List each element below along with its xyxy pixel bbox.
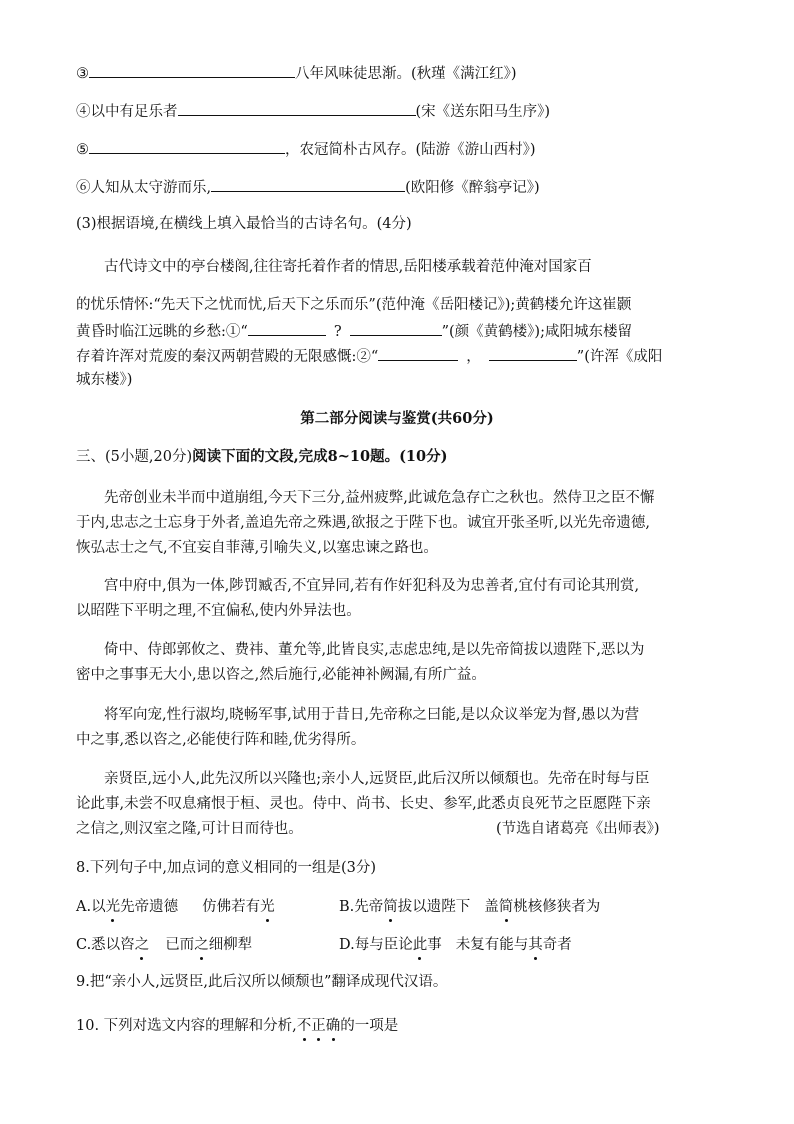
context-line-2: 的忧乐情怀:“先天下之忧而忧,后天下之乐而乐”(范仲淹《岳阳楼记》);黄鹤楼允许这崔颢 bbox=[76, 297, 632, 313]
line-text: (欧阳修《醉翁亭记》) bbox=[405, 180, 540, 196]
passage-line: 中之事,悉以咨之,必能使行阵和睦,优劣得所。 bbox=[76, 732, 366, 748]
option-text: 先帝遗德 bbox=[120, 899, 179, 915]
dotted-char: 光 bbox=[260, 899, 275, 915]
q8-stem: 8.下列句子中,加点词的意义相同的一组是(3分) bbox=[76, 860, 376, 876]
answer-blank[interactable] bbox=[378, 345, 458, 361]
option-text: D.每与臣论 bbox=[339, 937, 413, 953]
answer-blank[interactable] bbox=[350, 320, 442, 336]
stem-text: 10. 下列对选文内容的理解和分析, bbox=[76, 1018, 297, 1034]
passage-line: 将军向宠,性行淑均,晓畅军事,试用于昔日,先帝称之曰能,是以众议举宠为督,愚以为营 bbox=[104, 707, 640, 723]
q10-stem bbox=[76, 1016, 398, 1036]
option-text: 事 bbox=[427, 937, 442, 953]
fill-line-3 bbox=[76, 62, 517, 84]
fill-line-5 bbox=[76, 138, 536, 160]
answer-blank[interactable] bbox=[89, 138, 285, 154]
passage-line: 亲贤臣,远小人,此先汉所以兴隆也;亲小人,远贤臣,此后汉所以倾頹也。先帝在时每与臣 bbox=[104, 771, 650, 787]
blank-marker: ①“ bbox=[225, 324, 248, 340]
dotted-char: 之 bbox=[134, 937, 150, 953]
option-text: B.先帝 bbox=[339, 899, 384, 915]
line-text: ⑥人知从太守游而乐, bbox=[76, 180, 212, 196]
dotted-char: 简 bbox=[383, 899, 398, 915]
answer-blank[interactable] bbox=[489, 345, 577, 361]
dotted-char: 正 bbox=[311, 1018, 326, 1034]
passage-line: 之信之,则汉室之隆,可计日而待也。 bbox=[76, 821, 303, 837]
dotted-char: 此 bbox=[412, 937, 428, 953]
context-line-1: 古代诗文中的亭台楼阁,往往寄托着作者的情思,岳阳楼承载着范仲淹对国家百 bbox=[104, 259, 592, 275]
line-text: ”(颜《黄鹤楼》);咸阳城东楼留 bbox=[441, 324, 632, 340]
header-instruction: 阅读下面的文段,完成8~10题。(10分) bbox=[192, 448, 448, 465]
passage-line: 论此事,未尝不叹息痛恨于桓、灵也。侍中、尚书、长史、参军,此悉贞良死节之臣愿陛下亲 bbox=[76, 796, 651, 812]
passage-source: (节选自诸葛亮《出师表》) bbox=[496, 821, 660, 837]
option-text: 奇者 bbox=[542, 937, 572, 953]
q9-stem: 9.把“亲小人,远贤臣,此后汉所以倾颓也”翻译成现代汉语。 bbox=[76, 974, 448, 990]
item-number: ③ bbox=[76, 66, 89, 82]
passage-line: 以昭陛下平明之理,不宜偏私,使内外异法也。 bbox=[76, 603, 361, 619]
part2-title: 第二部分阅读与鉴赏(共60分) bbox=[300, 410, 494, 427]
option-text: 桃核修狭者为 bbox=[513, 899, 601, 915]
passage-line: 倚中、侍郎郭攸之、费祎、董允等,此皆良实,志虑忠纯,是以先帝简拔以遗陛下,恶以为 bbox=[104, 642, 645, 658]
line-text: ，农冠简朴古风存。(陆游《游山西村》) bbox=[285, 142, 536, 158]
passage-line: 于内,忠志之士忘身于外者,盖追先帝之殊遇,欲报之于陛下也。诚宜开张圣听,以光先帝遗德, bbox=[76, 515, 651, 531]
option-text: 已而 bbox=[165, 937, 195, 953]
dotted-char: 确 bbox=[325, 1018, 341, 1034]
fill-line-4 bbox=[76, 100, 550, 122]
context-line-4 bbox=[76, 345, 662, 367]
line-text: 八年风味徒思渐。(秋瑾《满江红》) bbox=[295, 66, 517, 82]
passage-line: 先帝创业未半而中道崩组,今天下三分,益州疲弊,此诚危急存亡之秋也。然侍卫之臣不懈 bbox=[104, 490, 655, 506]
dotted-char: 简 bbox=[498, 899, 514, 915]
fill-line-6 bbox=[76, 176, 540, 198]
answer-blank[interactable] bbox=[89, 62, 295, 78]
answer-blank[interactable] bbox=[248, 320, 326, 336]
question-header bbox=[76, 447, 447, 467]
passage-line: 恢弘志士之气,不宜妄自菲薄,引喻失义,以塞忠谏之路也。 bbox=[76, 540, 438, 556]
question-mark: ? bbox=[333, 324, 342, 340]
line-text: 存着许浑对荒废的秦汉两朝营殿的无限感慨:②“ bbox=[76, 349, 379, 365]
option-text: 未复有能与 bbox=[455, 937, 529, 953]
line-text: (宋《送东阳马生序》) bbox=[415, 104, 551, 120]
option-text: 拔以遗陛下 bbox=[397, 899, 471, 915]
line-text: ”(许浑《成阳 bbox=[576, 349, 663, 365]
dotted-char: 之 bbox=[194, 937, 209, 953]
item-number: ⑤ bbox=[76, 142, 89, 158]
header-prefix: 三、(5小题,20分) bbox=[76, 449, 193, 465]
line-text: ④以中有足乐者 bbox=[76, 104, 178, 120]
option-text: 盖 bbox=[484, 899, 499, 915]
passage-line: 密中之事事无大小,患以咨之,然后施行,必能神补阙漏,有所广益。 bbox=[76, 667, 486, 683]
q8-option-b[interactable] bbox=[339, 897, 600, 917]
dotted-char: 光 bbox=[105, 899, 121, 915]
option-text: 仿佛若有 bbox=[202, 899, 261, 915]
context-line-5: 城东楼》) bbox=[76, 372, 133, 388]
line-text: 黄昏时临江远眺的乡愁: bbox=[76, 324, 226, 340]
option-text: 细柳犁 bbox=[208, 937, 253, 953]
answer-blank[interactable] bbox=[178, 100, 416, 116]
section3-prompt: (3)根据语境,在横线上填入最恰当的古诗名句。(4分) bbox=[76, 216, 412, 232]
q8-option-d[interactable] bbox=[339, 935, 572, 955]
option-text: A.以 bbox=[76, 899, 106, 915]
dotted-char: 其 bbox=[528, 937, 543, 953]
q8-option-a[interactable] bbox=[76, 897, 275, 917]
q8-option-c[interactable] bbox=[76, 935, 252, 955]
comma: ， bbox=[466, 349, 481, 365]
context-line-3 bbox=[76, 320, 632, 342]
dotted-char: 不 bbox=[296, 1018, 312, 1034]
answer-blank[interactable] bbox=[211, 176, 405, 192]
passage-line: 宫中府中,俱为一体,陟罚臧否,不宜异同,若有作奸犯科及为忠善者,宜付有司论其刑赏, bbox=[104, 578, 640, 594]
stem-text: 的一项是 bbox=[340, 1018, 399, 1034]
option-text: C.悉以咨 bbox=[76, 937, 135, 953]
